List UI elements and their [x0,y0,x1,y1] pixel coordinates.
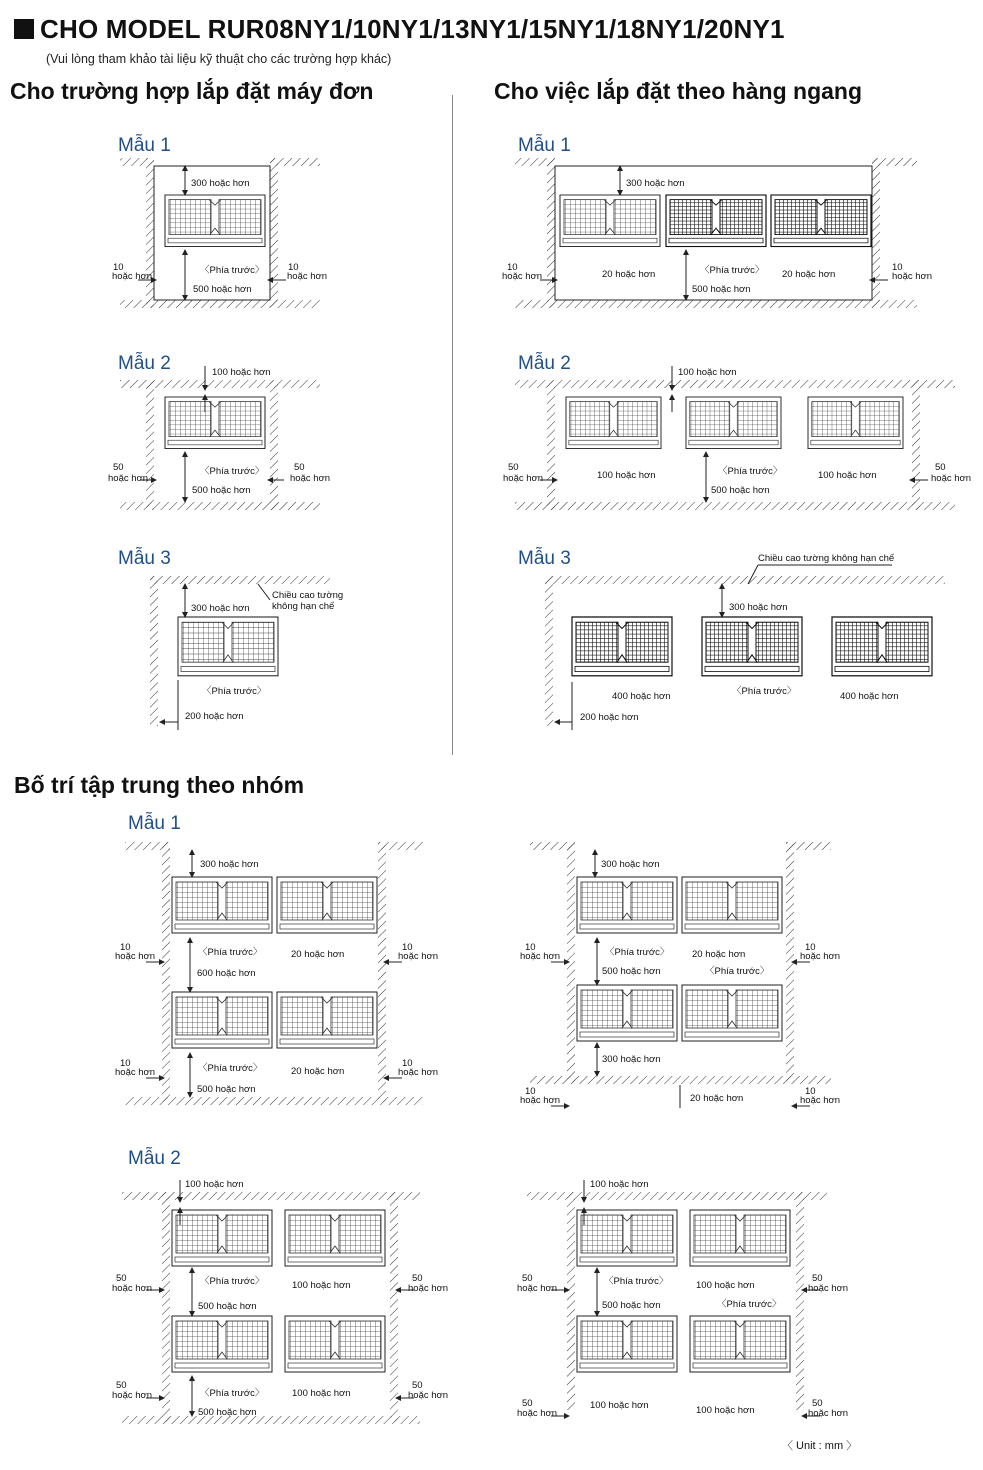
dim-unit: hoặc hơn [287,271,328,282]
dim-label: 20 hoặc hơn [690,1093,744,1104]
dim-number: 10 [805,942,816,953]
dim-number: 50 [522,1273,533,1284]
section-title-single: Cho trường hợp lắp đặt máy đơn [10,78,374,104]
outdoor-unit [577,1316,677,1372]
outdoor-unit [771,195,871,247]
outdoor-unit [560,195,660,247]
section-title-row: Cho việc lắp đặt theo hàng ngang [494,78,863,104]
outdoor-unit [682,985,782,1041]
page-title-text: CHO MODEL RUR08NY1/10NY1/13NY1/15NY1/18NY1/20NY1 [40,14,785,44]
pattern-label: Mẫu 3 [118,548,171,569]
outdoor-unit [172,1210,272,1266]
dim-label: 200 hoặc hơn [580,712,639,723]
dim-label: 600 hoặc hơn [197,968,256,979]
dim-label: 500 hoặc hơn [602,966,661,977]
dim-unit: hoặc hơn [502,271,543,282]
dim-unit: hoặc hơn [112,271,153,282]
front-label: 〈Phía trước〉 [605,947,670,958]
group-pattern-2-left [112,1147,448,1424]
dim-number: 50 [522,1398,533,1409]
outdoor-unit [577,877,677,933]
outdoor-unit [572,617,672,676]
dim-unit: hoặc hơn [408,1283,449,1294]
reference-note: (Vui lòng tham khảo tài liệu kỹ thuật cho các trường hợp khác) [46,52,392,66]
pattern-label: Mẫu 1 [518,135,571,156]
row-pattern-1 [502,134,932,308]
dim-number: 50 [116,1273,127,1284]
outdoor-unit [285,1316,385,1372]
dim-number: 50 [113,462,124,473]
dim-unit: hoặc hơn [503,473,544,484]
dim-number: 10 [402,1058,413,1069]
dim-label: 100 hoặc hơn [818,470,877,481]
dim-label: 100 hoặc hơn [212,367,271,378]
dim-number: 50 [412,1273,423,1284]
dim-number: 10 [120,1058,131,1069]
outdoor-unit [832,617,932,676]
dim-label: 500 hoặc hơn [692,284,751,295]
outdoor-unit [577,1210,677,1266]
pattern-label: Mẫu 2 [128,1148,181,1169]
dim-number: 10 [113,262,124,273]
dim-label: 20 hoặc hơn [602,269,656,280]
dim-unit: hoặc hơn [112,1283,153,1294]
pattern-label: Mẫu 1 [118,135,171,156]
dim-unit: hoặc hơn [115,951,156,962]
dim-label: 20 hoặc hơn [692,949,746,960]
outdoor-unit [178,617,278,676]
dim-label: 20 hoặc hơn [291,1066,345,1077]
dim-label: 500 hoặc hơn [192,485,251,496]
dim-number: 10 [120,942,131,953]
group-pattern-1-left [115,812,438,1105]
dim-unit: hoặc hơn [115,1067,156,1078]
dim-unit: hoặc hơn [808,1408,849,1419]
dim-number: 10 [892,262,903,273]
dim-label: 100 hoặc hơn [678,367,737,378]
pattern-label: Mẫu 3 [518,548,571,569]
dim-number: 10 [805,1086,816,1097]
front-label: 〈Phía trước〉 [200,265,265,276]
dim-number: 50 [116,1380,127,1391]
front-label: 〈Phía trước〉 [700,265,765,276]
dim-label: 20 hoặc hơn [291,949,345,960]
section-title-group: Bố trí tập trung theo nhóm [14,772,305,798]
dim-unit: hoặc hơn [290,473,331,484]
dim-label: 300 hoặc hơn [200,859,259,870]
row-pattern-2 [503,352,971,510]
dim-label: 400 hoặc hơn [612,691,671,702]
dim-unit: hoặc hơn [520,1095,561,1106]
front-label: 〈Phía trước〉 [604,1276,669,1287]
front-label: 〈Phía trước〉 [200,1388,265,1399]
group-pattern-1-right [520,842,840,1108]
dim-unit: hoặc hơn [800,951,841,962]
dim-label: 100 hoặc hơn [597,470,656,481]
outdoor-unit [666,195,766,247]
front-label: 〈Phía trước〉 [200,1276,265,1287]
dim-label: 20 hoặc hơn [782,269,836,280]
dim-number: 50 [812,1398,823,1409]
outdoor-unit [277,992,377,1048]
outdoor-unit [566,397,661,449]
outdoor-unit [285,1210,385,1266]
dim-label: 500 hoặc hơn [197,1084,256,1095]
outdoor-unit [808,397,903,449]
dim-unit: hoặc hơn [800,1095,841,1106]
dim-label: 100 hoặc hơn [590,1400,649,1411]
front-label: 〈Phía trước〉 [718,466,783,477]
dim-number: 50 [935,462,946,473]
dim-label: 500 hoặc hơn [193,284,252,295]
dim-unit: hoặc hơn [517,1283,558,1294]
dim-number: 10 [525,942,536,953]
outdoor-unit [577,985,677,1041]
dim-label: 100 hoặc hơn [696,1280,755,1291]
pattern-label: Mẫu 2 [118,353,171,374]
front-label: 〈Phía trước〉 [198,1063,263,1074]
group-pattern-2-right [517,1179,848,1419]
dim-label: 100 hoặc hơn [590,1179,649,1190]
dim-label: 100 hoặc hơn [292,1388,351,1399]
dim-unit: hoặc hơn [892,271,933,282]
front-label: 〈Phía trước〉 [732,686,797,697]
dim-unit: hoặc hơn [517,1408,558,1419]
outdoor-unit [686,397,781,449]
outdoor-unit [690,1210,790,1266]
front-label: 〈Phía trước〉 [200,466,265,477]
outdoor-unit [702,617,802,676]
dim-unit: hoặc hơn [520,951,561,962]
outdoor-unit [172,877,272,933]
dim-label: 300 hoặc hơn [729,602,788,613]
dim-unit: hoặc hơn [108,473,149,484]
single-pattern-3 [118,547,343,730]
dim-unit: hoặc hơn [931,473,972,484]
dim-label: 100 hoặc hơn [696,1405,755,1416]
outdoor-unit [277,877,377,933]
dim-number: 50 [294,462,305,473]
dim-label: 300 hoặc hơn [191,178,250,189]
dim-label: 300 hoặc hơn [191,603,250,614]
row-pattern-3 [518,547,945,730]
wall-note: Chiều cao tường không hạn chế [758,553,895,564]
outdoor-unit [172,992,272,1048]
dim-unit: hoặc hơn [808,1283,849,1294]
single-pattern-1 [112,134,327,308]
single-pattern-2 [108,352,330,510]
outdoor-unit [172,1316,272,1372]
wall-note: Chiều cao tường [272,590,344,601]
dim-number: 50 [812,1273,823,1284]
dim-unit: hoặc hơn [408,1390,449,1401]
dim-label: 300 hoặc hơn [602,1054,661,1065]
dim-label: 500 hoặc hơn [198,1407,257,1418]
dim-unit: hoặc hơn [398,1067,439,1078]
dim-label: 400 hoặc hơn [840,691,899,702]
dim-label: 300 hoặc hơn [626,178,685,189]
dim-number: 10 [288,262,299,273]
dim-number: 50 [508,462,519,473]
pattern-label: Mẫu 2 [518,353,571,374]
dim-label: 300 hoặc hơn [601,859,660,870]
dim-number: 10 [402,942,413,953]
outdoor-unit [165,397,265,449]
dim-label: 100 hoặc hơn [185,1179,244,1190]
dim-label: 200 hoặc hơn [185,711,244,722]
outdoor-unit [690,1316,790,1372]
outdoor-unit [165,195,265,247]
dim-number: 10 [525,1086,536,1097]
front-label: 〈Phía trước〉 [717,1299,782,1310]
dim-label: 500 hoặc hơn [602,1300,661,1311]
dim-number: 50 [412,1380,423,1391]
front-label: 〈Phía trước〉 [198,947,263,958]
unit-note: 〈 Unit : mm 〉 [782,1440,858,1452]
dim-number: 10 [507,262,518,273]
wall-note: không hạn chế [272,601,335,612]
dim-label: 500 hoặc hơn [198,1301,257,1312]
pattern-label: Mẫu 1 [128,813,181,834]
outdoor-unit [682,877,782,933]
dim-label: 500 hoặc hơn [711,485,770,496]
dim-label: 100 hoặc hơn [292,1280,351,1291]
front-label: 〈Phía trước〉 [202,686,267,697]
dim-unit: hoặc hơn [398,951,439,962]
dim-unit: hoặc hơn [112,1390,153,1401]
front-label: 〈Phía trước〉 [705,966,770,977]
